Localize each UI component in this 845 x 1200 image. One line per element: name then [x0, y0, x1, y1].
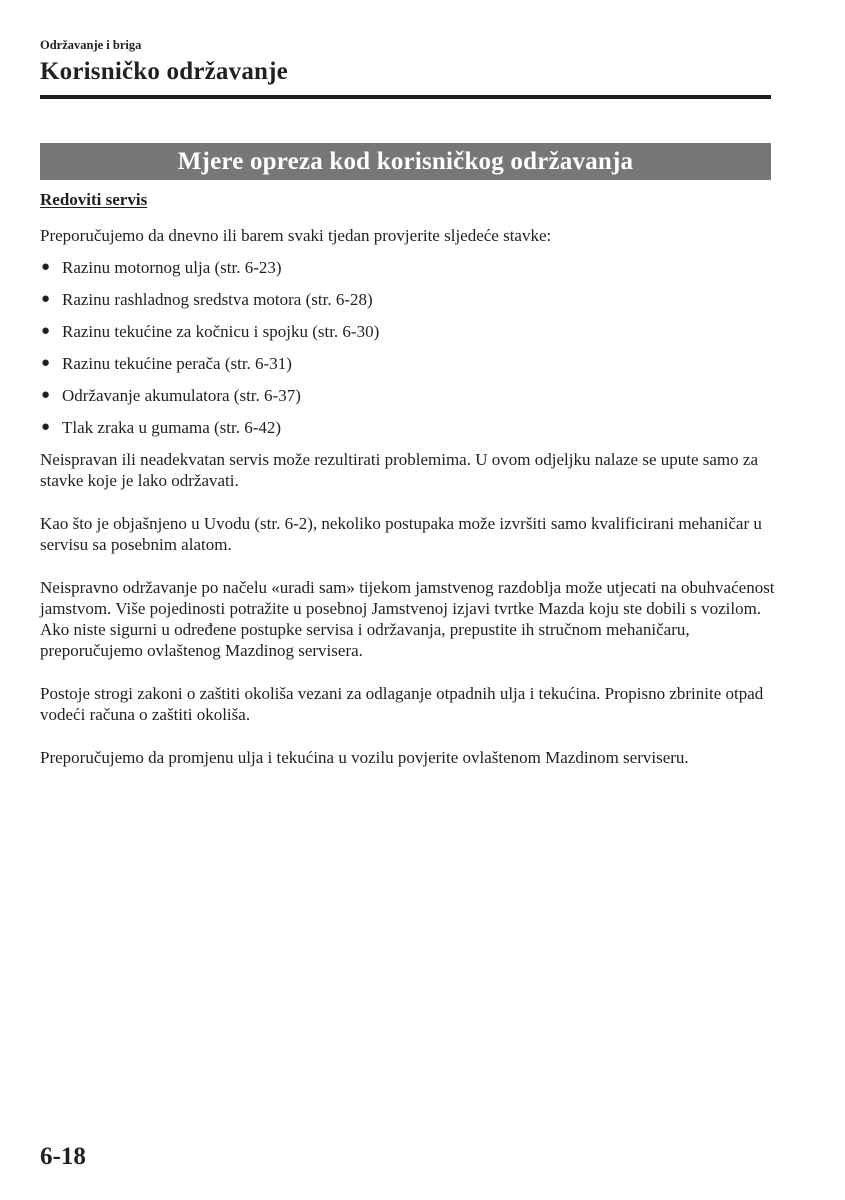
- bullet-icon: ●: [41, 419, 51, 435]
- paragraph: Neispravno održavanje po načelu «uradi sam» tijekom jamstvenog razdoblja može utjecati na obuhvaćenost jamstvom. Više pojedinosti potražite u posebnoj Jamstvenoj izjavi tvrtke Mazda koju ste dobili s vozilom. Ako niste sigurni u određene postupke servisa i održavanja, prepustite ih stručnom mehaničaru, preporučujemo ovlaštenog Mazdinog servisera.: [40, 578, 775, 660]
- paragraph: Preporučujemo da promjenu ulja i tekućina u vozilu povjerite ovlaštenom Mazdinom serviseru.: [40, 748, 689, 767]
- checklist-item-label: Tlak zraka u gumama (str. 6-42): [62, 418, 282, 437]
- page-number: 6-18: [40, 1143, 86, 1170]
- intro-text: Preporučujemo da dnevno ili barem svaki tjedan provjerite sljedeće stavke:: [40, 226, 552, 245]
- checklist-item-label: Razinu rashladnog sredstva motora (str. 6-28): [62, 290, 373, 309]
- main-content: [40, 225, 775, 790]
- bullet-icon: ●: [41, 323, 51, 339]
- checklist-item: [40, 321, 775, 342]
- checklist-item-label: Razinu tekućine za kočnicu i spojku (str. 6-30): [62, 322, 380, 341]
- paragraph: Neispravan ili neadekvatan servis može rezultirati problemima. U ovom odjeljku nalaze se upute samo za stavke koje je lako održavati.: [40, 450, 759, 490]
- section-banner: Mjere opreza kod korisničkog održavanja: [40, 143, 771, 180]
- checklist: [40, 257, 775, 438]
- checklist-item: [40, 385, 775, 406]
- bullet-icon: ●: [41, 291, 51, 307]
- paragraph: Postoje strogi zakoni o zaštiti okoliša vezani za odlaganje otpadnih ulja i tekućina. Propisno zbrinite otpad vodeći računa o zaštiti okoliša.: [40, 684, 764, 724]
- section-label: Održavanje i briga: [40, 38, 142, 52]
- bullet-icon: ●: [41, 259, 51, 275]
- checklist-item: [40, 353, 775, 374]
- bullet-icon: ●: [41, 355, 51, 371]
- checklist-item: [40, 417, 775, 438]
- subheading: Redoviti servis: [40, 190, 148, 209]
- checklist-item-label: Razinu tekućine perača (str. 6-31): [62, 354, 292, 373]
- checklist-item-label: Održavanje akumulatora (str. 6-37): [62, 386, 301, 405]
- header-divider: [40, 95, 771, 99]
- paragraph: Kao što je objašnjeno u Uvodu (str. 6-2), nekoliko postupaka može izvršiti samo kvalificirani mehaničar u servisu sa posebnim alatom.: [40, 514, 762, 554]
- checklist-item: [40, 289, 775, 310]
- bullet-icon: ●: [41, 387, 51, 403]
- page-title: Korisničko održavanje: [40, 58, 288, 85]
- checklist-item-label: Razinu motornog ulja (str. 6-23): [62, 258, 282, 277]
- checklist-item: [40, 257, 775, 278]
